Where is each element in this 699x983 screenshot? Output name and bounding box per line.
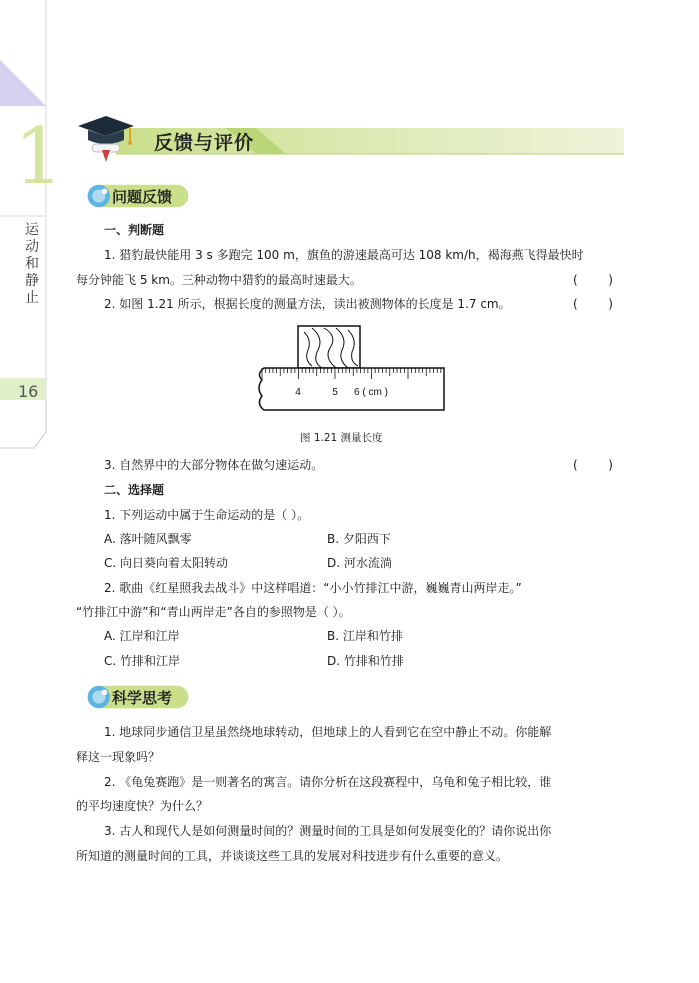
answer-blank: ( ) (573, 273, 613, 287)
option-d: D. 河水流淌 (327, 556, 392, 570)
chapter-number: 1 (14, 112, 64, 202)
part2-q1: 1. 下列运动中属于生命运动的是（ ）。 (104, 508, 310, 522)
part2-q2-line1: 2. 歌曲《红星照我去战斗》中这样唱道：“小小竹排江中游，巍巍青山两岸走。” (104, 581, 522, 595)
section-label-thinking: 科学思考 (112, 689, 173, 707)
option-b: B. 夕阳西下 (327, 532, 391, 546)
graduation-cap-icon (76, 112, 138, 164)
part1-q2: 2. 如图 1.21 所示，根据长度的测量方法，读出被测物体的长度是 1.7 cm。 (104, 297, 511, 311)
ruler-figure (250, 322, 450, 418)
banner-title: 反馈与评价 (154, 132, 255, 154)
option-a: A. 江岸和江岸 (104, 629, 180, 643)
ruler-tick-label-6: 6 ( cm ) (354, 387, 388, 398)
ruler-tick-label-4: 4 (295, 387, 301, 398)
part1-heading: 一、判断题 (104, 223, 165, 237)
part2-heading: 二、选择题 (104, 483, 165, 497)
answer-blank: ( ) (573, 297, 613, 311)
part3-q1-line2: 释这一现象吗？ (76, 750, 161, 764)
part2-q2-line2: “竹排江中游”和“青山两岸走”各自的参照物是（ ）。 (76, 605, 351, 619)
section-label-feedback: 问题反馈 (112, 188, 173, 206)
part3-q3-line2: 所知道的测量时间的工具，并谈谈这些工具的发展对科技进步有什么重要的意义。 (76, 849, 509, 863)
part1-q3: 3. 自然界中的大部分物体在做匀速运动。 (104, 458, 324, 472)
option-b: B. 江岸和竹排 (327, 629, 403, 643)
part3-q2-line2: 的平均速度快？为什么？ (76, 799, 209, 813)
part3-q3-line1: 3. 古人和现代人是如何测量时间的？测量时间的工具是如何发展变化的？请你说出你 (104, 824, 552, 838)
part1-q1-line1: 1. 猎豹最快能用 3 s 多跑完 100 m，旗鱼的游速最高可达 108 km/h，褐海燕飞得最快时 (104, 248, 584, 262)
option-c: C. 竹排和江岸 (104, 654, 181, 668)
figure-caption: 图 1.21 测量长度 (300, 432, 383, 444)
part3-q1-line1: 1. 地球同步通信卫星虽然绕地球转动，但地球上的人看到它在空中静止不动。你能解 (104, 725, 552, 739)
ruler-tick-label-5: 5 (332, 387, 338, 398)
answer-blank: ( ) (573, 458, 613, 472)
chapter-title: 运动和静止 (25, 222, 39, 306)
part1-q1-line2: 每分钟能飞 5 km。三种动物中猎豹的最高时速最大。 (76, 273, 362, 287)
option-c: C. 向日葵向着太阳转动 (104, 556, 229, 570)
part3-q2-line1: 2. 《龟兔赛跑》是一则著名的寓言。请你分析在这段赛程中，乌龟和兔子相比较，谁 (104, 775, 552, 789)
option-d: D. 竹排和竹排 (327, 654, 404, 668)
page-number: 16 (18, 382, 39, 401)
option-a: A. 落叶随风飘零 (104, 532, 192, 546)
